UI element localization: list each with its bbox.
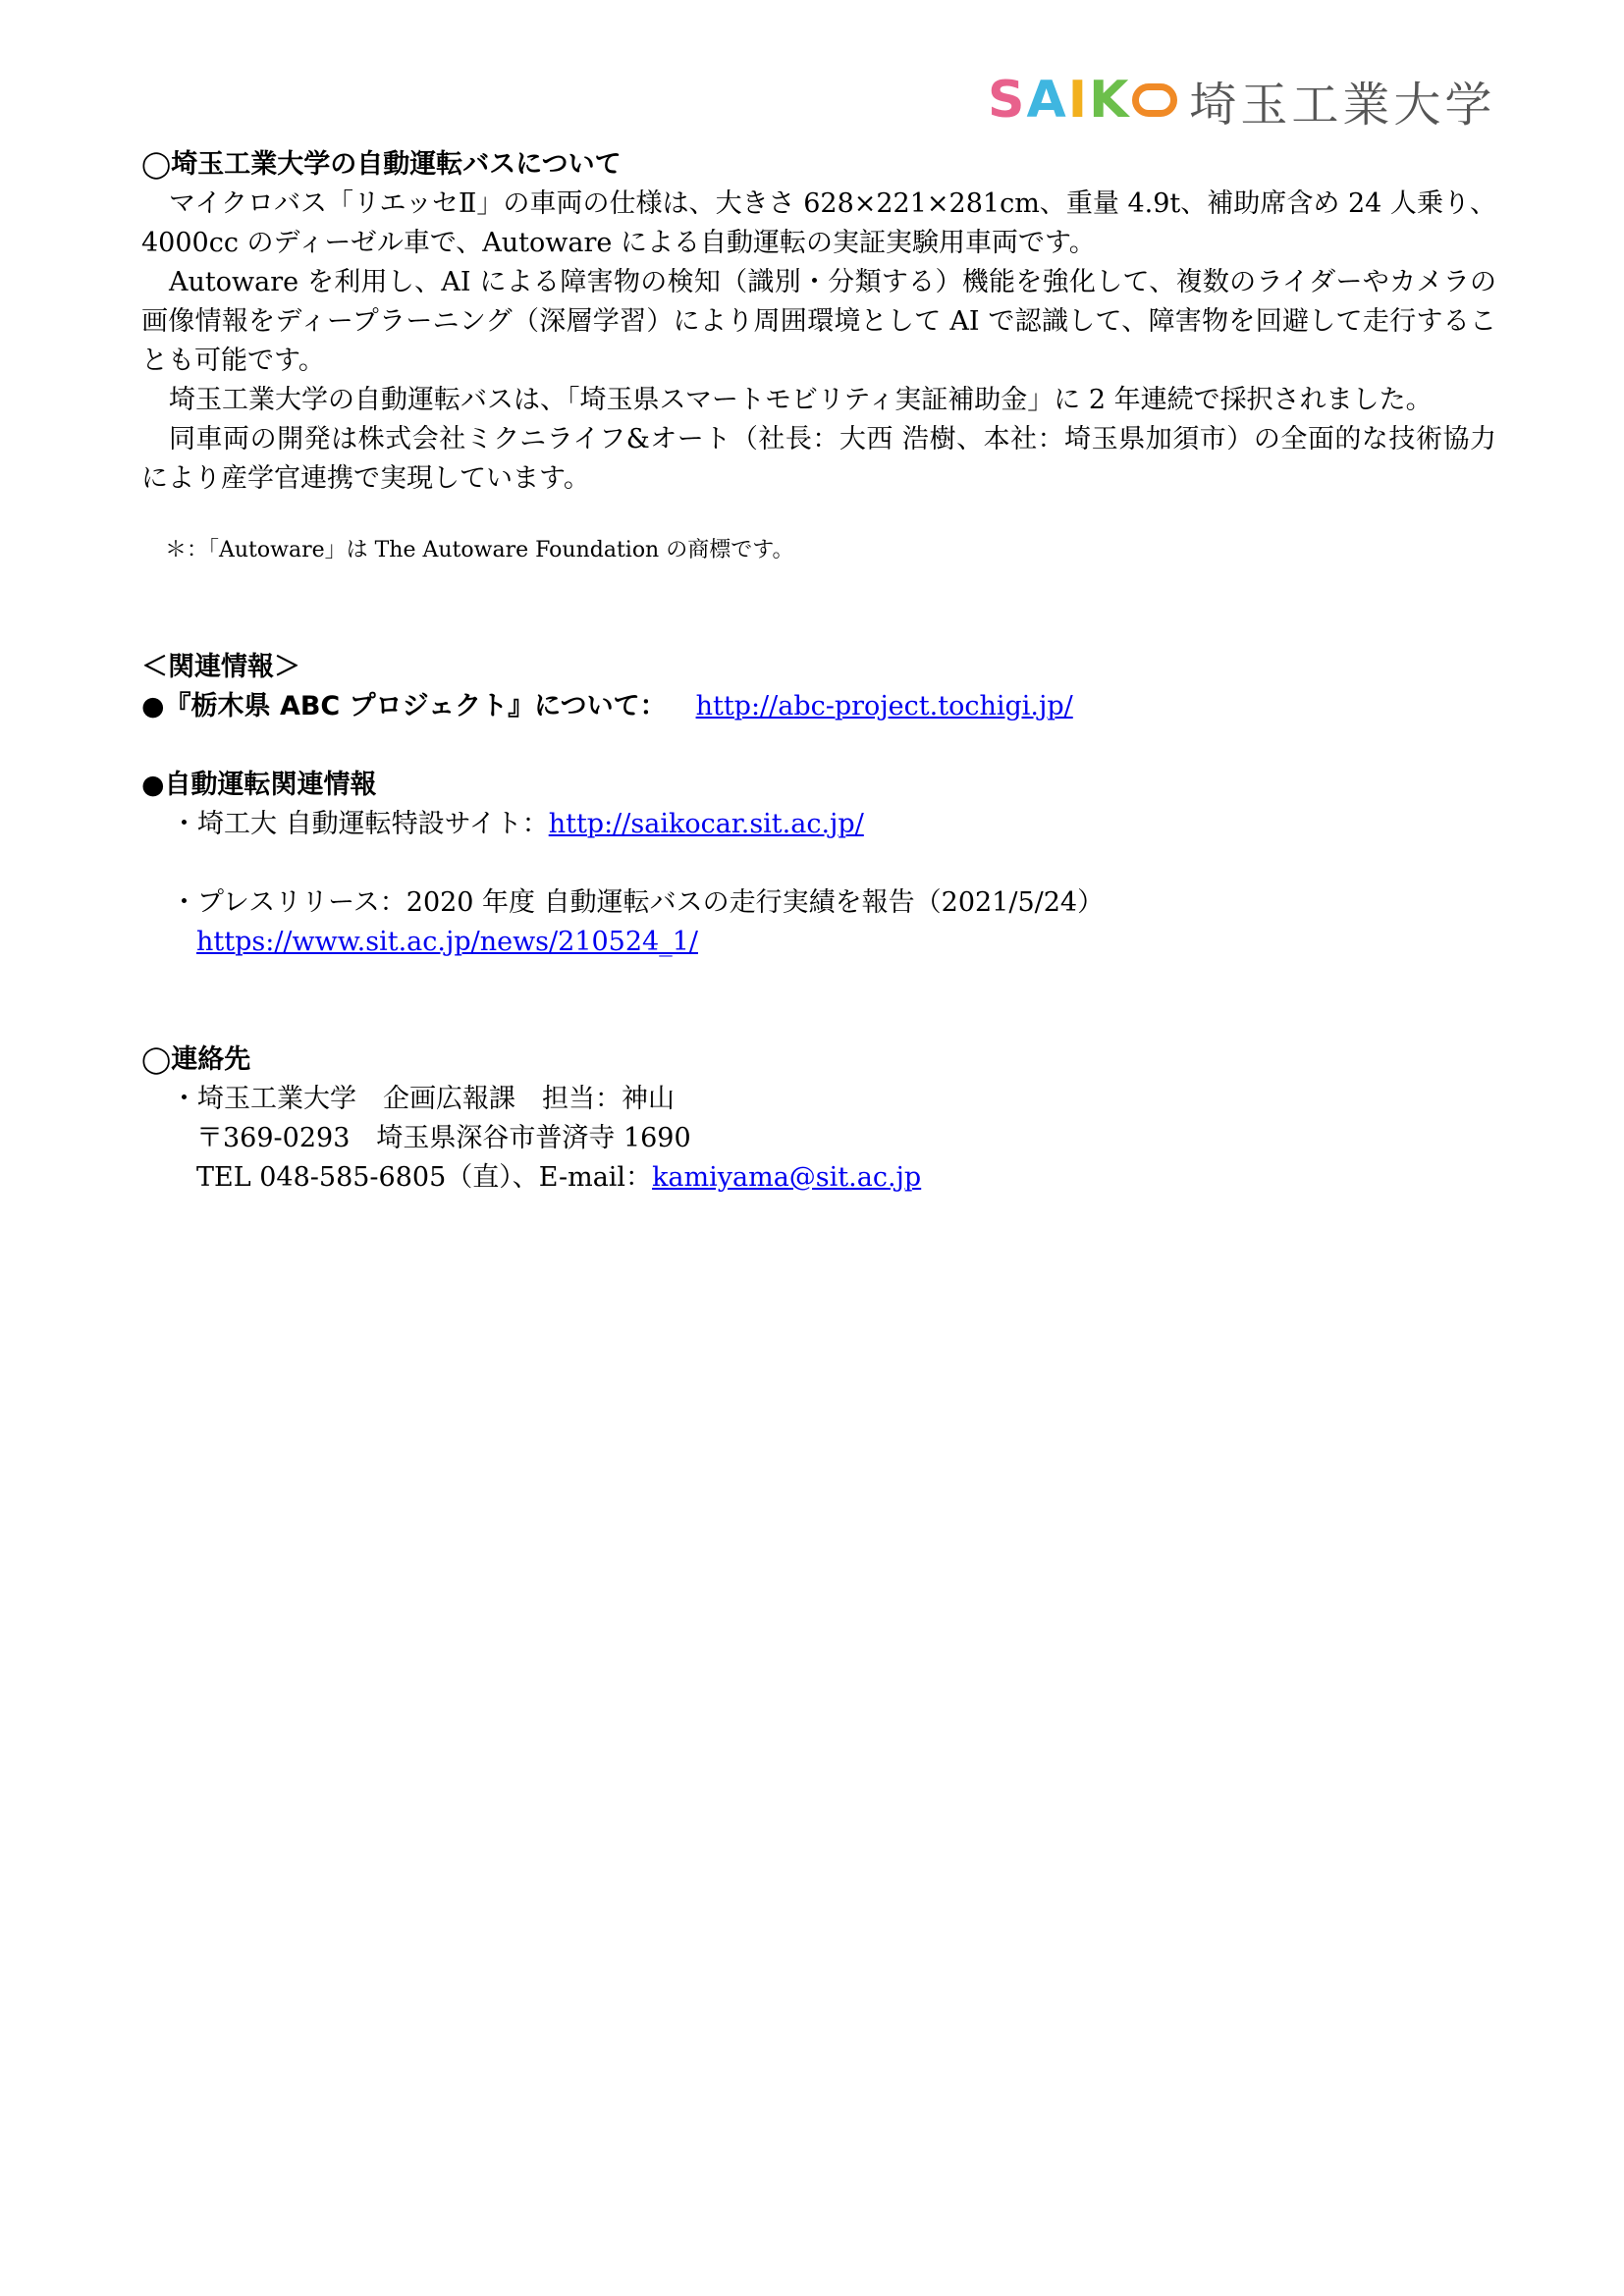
special-site-link[interactable]: http://saikocar.sit.ac.jp/ xyxy=(548,809,864,839)
contact-line-3 xyxy=(141,1158,1496,1198)
university-name: 埼玉工業大学 xyxy=(1189,77,1496,133)
saiko-wordmark xyxy=(988,71,1177,130)
intro-paragraph-4: 同車両の開発は株式会社ミクニライフ&オート（社長：大西 浩樹、本社：埼玉県加須市）の全面的な技術協力により産学官連携で実現しています。 xyxy=(141,424,1496,494)
contact-email-link[interactable]: kamiyama@sit.ac.jp xyxy=(652,1162,922,1193)
intro-paragraph-1: マイクロバス「リエッセⅡ」の車両の仕様は、大きさ 628×221×281cm、重量 4.9t、補助席含め 24 人乗り、4000cc のディーゼル車で、Autoware による自動運転の実証実験用車両です。 xyxy=(141,188,1496,258)
logo-letter-o-ring xyxy=(1132,83,1177,117)
contact-line-2: 〒369-0293 埼玉県深谷市普済寺 1690 xyxy=(196,1123,691,1153)
logo-letter-k: K xyxy=(1089,71,1131,130)
trademark-note: ＊：「Autoware」は The Autoware Foundation の商標です。 xyxy=(165,538,794,562)
press-release-label: ・プレスリリース：2020 年度 自動運転バスの走行実績を報告（2021/5/24） xyxy=(171,887,1105,918)
intro-paragraph-2: Autoware を利用し、AI による障害物の検知（識別・分類する）機能を強化して、複数のライダーやカメラの画像情報をディープラーニング（深層学習）により周囲環境として AI で認識して、障害物を回避して走行することも可能です。 xyxy=(141,267,1496,376)
contact-phone: TEL 048-585-6805（直）、E-mail： xyxy=(196,1162,653,1193)
special-site-line xyxy=(141,805,1496,844)
saiko-logo xyxy=(988,71,1496,133)
contact-line-1: ・埼玉工業大学 企画広報課 担当：神山 xyxy=(171,1084,675,1114)
special-site-label: ・埼工大 自動運転特設サイト： xyxy=(171,809,549,839)
autonomous-heading: ●自動運転関連情報 xyxy=(141,770,377,800)
document-body xyxy=(141,145,1496,1198)
abc-project-label: ●『栃木県 ABC プロジェクト』について： xyxy=(141,691,667,721)
press-release-link[interactable]: https://www.sit.ac.jp/news/210524_1/ xyxy=(196,927,698,957)
intro-heading: ◯埼玉工業大学の自動運転バスについて xyxy=(141,149,622,180)
related-heading: ＜関連情報＞ xyxy=(141,652,300,682)
press-release-line xyxy=(141,923,1496,962)
logo-letter-a: A xyxy=(1026,71,1068,130)
logo-letter-i: I xyxy=(1067,71,1090,130)
intro-paragraph-3: 埼玉工業大学の自動運転バスは、「埼玉県スマートモビリティ実証補助金」に 2 年連続で採択されました。 xyxy=(169,385,1433,415)
logo-letter-s: S xyxy=(988,71,1027,130)
abc-project-line xyxy=(141,687,1496,726)
contact-heading: ◯連絡先 xyxy=(141,1044,251,1075)
abc-project-link[interactable]: http://abc-project.tochigi.jp/ xyxy=(695,691,1073,721)
